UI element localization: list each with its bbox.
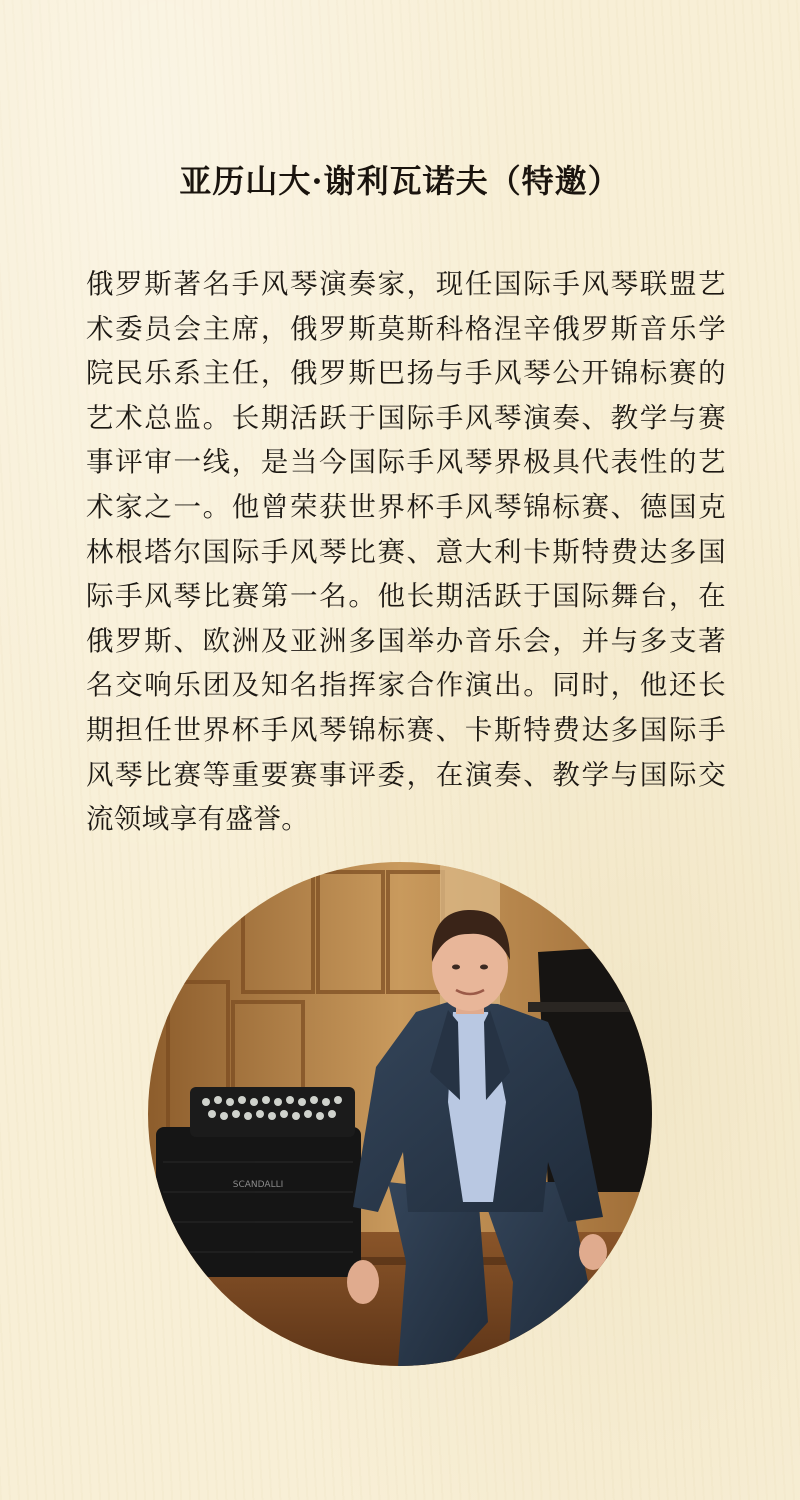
page-title: 亚历山大·谢利瓦诺夫（特邀） <box>179 162 621 201</box>
accordion-brand: SCANDALLI <box>232 1180 284 1190</box>
biography-text: 俄罗斯著名手风琴演奏家，现任国际手风琴联盟艺术委员会主席，俄罗斯莫斯科格涅辛俄罗斯音乐学院民乐系主任，俄罗斯巴扬与手风琴公开锦标赛的艺术总监。长期活跃于国际手风琴演奏、教学与赛事评审一线，是当今国际手风琴界极具代表性的艺术家之一。他曾荣获世界杯手风琴锦标赛、德国克林根塔尔国际手风琴比赛、意大利卡斯特费达多国际手风琴比赛第一名。他长期活跃于国际舞台，在俄罗斯、欧洲及亚洲多国举办音乐会，并与多支著名交响乐团及知名指挥家合作演出。同时，他还长期担任世界杯手风琴锦标赛、卡斯特费达多国际手风琴比赛等重要赛事评委，在演奏、教学与国际交流领域享有盛誉。 <box>86 268 726 836</box>
portrait-photo <box>148 862 652 1366</box>
